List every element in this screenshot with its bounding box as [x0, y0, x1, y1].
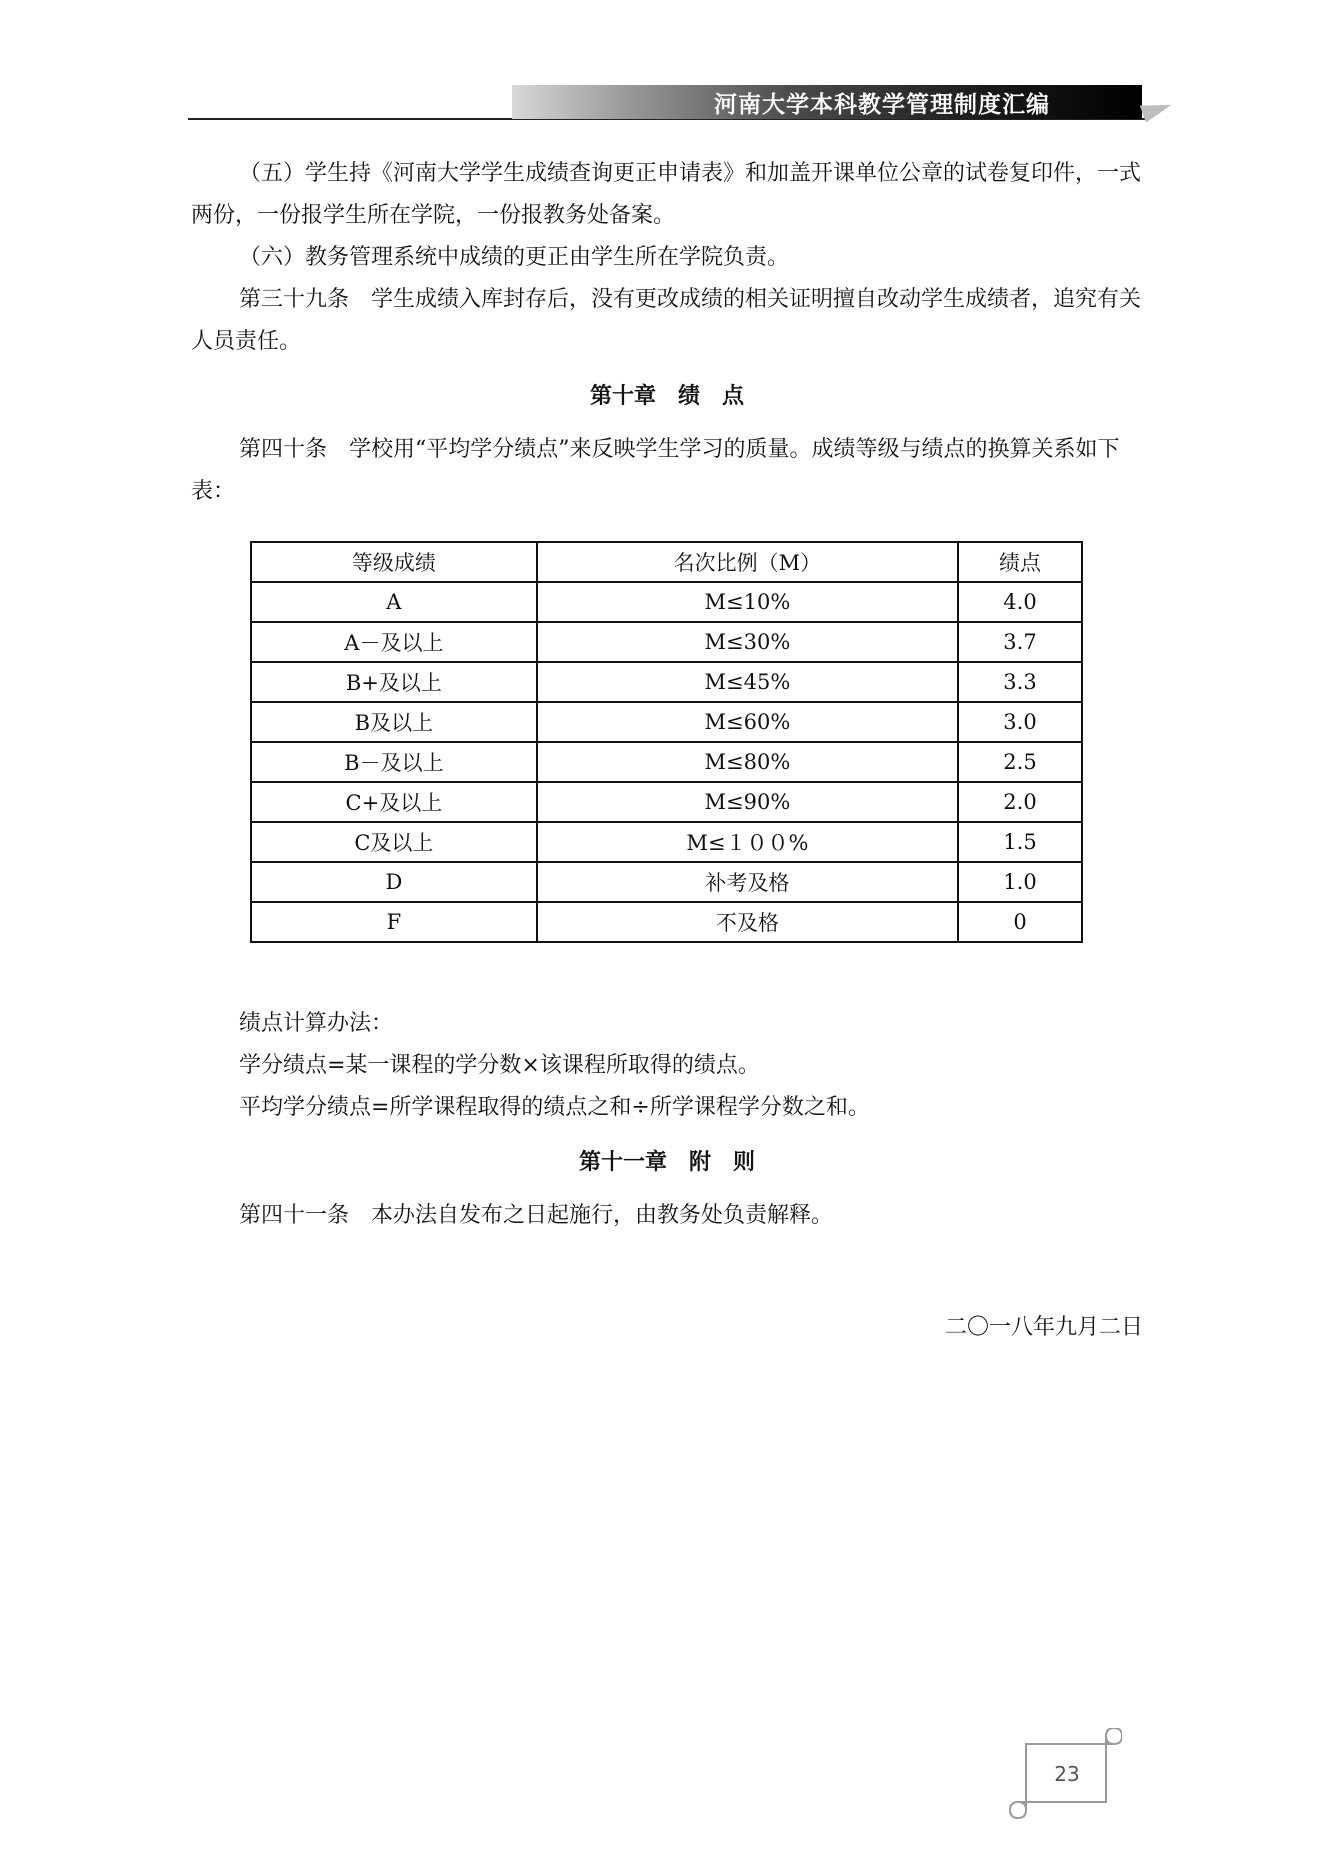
cell-grade: B+及以上 — [251, 662, 537, 702]
cell-gpa: 2.0 — [958, 782, 1082, 822]
cell-grade: C及以上 — [251, 822, 537, 862]
header-title: 河南大学本科教学管理制度汇编 — [714, 90, 1050, 118]
table-header-rank: 名次比例（M） — [537, 542, 958, 582]
issue-date: 二〇一八年九月二日 — [944, 1315, 1143, 1340]
cell-grade: A — [251, 582, 537, 622]
cell-gpa: 4.0 — [958, 582, 1082, 622]
cell-gpa: 2.5 — [958, 742, 1082, 782]
table-row — [251, 622, 1082, 662]
table-row — [251, 862, 1082, 902]
table-header-gpa: 绩点 — [958, 542, 1082, 582]
table-row — [251, 822, 1082, 862]
table-header-grade: 等级成绩 — [251, 542, 537, 582]
cell-rank: M≤60% — [537, 702, 958, 742]
cell-rank: M≤10% — [537, 582, 958, 622]
cell-rank: M≤30% — [537, 622, 958, 662]
cell-grade: B－及以上 — [251, 742, 537, 782]
cell-rank: M≤90% — [537, 782, 958, 822]
table-header-row — [251, 542, 1082, 582]
upper-body — [191, 153, 1143, 513]
table-row — [251, 662, 1082, 702]
cell-grade: A－及以上 — [251, 622, 537, 662]
page-number-scroll — [1006, 1728, 1122, 1824]
cell-rank: 补考及格 — [537, 862, 958, 902]
cell-grade: D — [251, 862, 537, 902]
cell-gpa: 3.3 — [958, 662, 1082, 702]
table-row — [251, 582, 1082, 622]
cell-gpa: 1.0 — [958, 862, 1082, 902]
cell-gpa: 3.7 — [958, 622, 1082, 662]
calc-heading: 绩点计算办法： — [239, 1011, 394, 1036]
table-row — [251, 742, 1082, 782]
table-row — [251, 782, 1082, 822]
table-row — [251, 902, 1082, 942]
calc-line-2: 平均学分绩点=所学课程取得的绩点之和÷所学课程学分数之和。 — [239, 1095, 870, 1120]
cell-gpa: 3.0 — [958, 702, 1082, 742]
cell-rank: M≤80% — [537, 742, 958, 782]
article-41: 第四十一条 本办法自发布之日起施行，由教务处负责解释。 — [239, 1203, 834, 1228]
lower-body — [191, 1003, 1143, 1237]
chapter-10-title: 第十章 绩 点 — [589, 383, 744, 409]
header-banner-tail — [1140, 95, 1174, 122]
article-40: 第四十条 学校用“平均学分绩点”来反映学生学习的质量。成绩等级与绩点的换算关系如下表： — [191, 437, 1120, 504]
paragraph-five: （五）学生持《河南大学学生成绩查询更正申请表》和加盖开课单位公章的试卷复印件，一式两份，一份报学生所在学院，一份报教务处备案。 — [191, 161, 1142, 228]
cell-grade: B及以上 — [251, 702, 537, 742]
header-banner — [512, 85, 1142, 119]
cell-rank: 不及格 — [537, 902, 958, 942]
calc-line-1: 学分绩点=某一课程的学分数×该课程所取得的绩点。 — [239, 1053, 760, 1078]
paragraph-six: （六）教务管理系统中成绩的更正由学生所在学院负责。 — [239, 245, 790, 270]
cell-rank: M≤１００% — [537, 822, 958, 862]
cell-grade: C+及以上 — [251, 782, 537, 822]
cell-gpa: 1.5 — [958, 822, 1082, 862]
chapter-11-title: 第十一章 附 则 — [578, 1149, 755, 1175]
table-row — [251, 702, 1082, 742]
page-number: 23 — [1054, 1762, 1080, 1786]
article-39: 第三十九条 学生成绩入库封存后，没有更改成绩的相关证明擅自改动学生成绩者，追究有关人员责任。 — [191, 287, 1142, 354]
cell-grade: F — [251, 902, 537, 942]
gpa-table — [250, 541, 1083, 943]
cell-rank: M≤45% — [537, 662, 958, 702]
cell-gpa: 0 — [958, 902, 1082, 942]
